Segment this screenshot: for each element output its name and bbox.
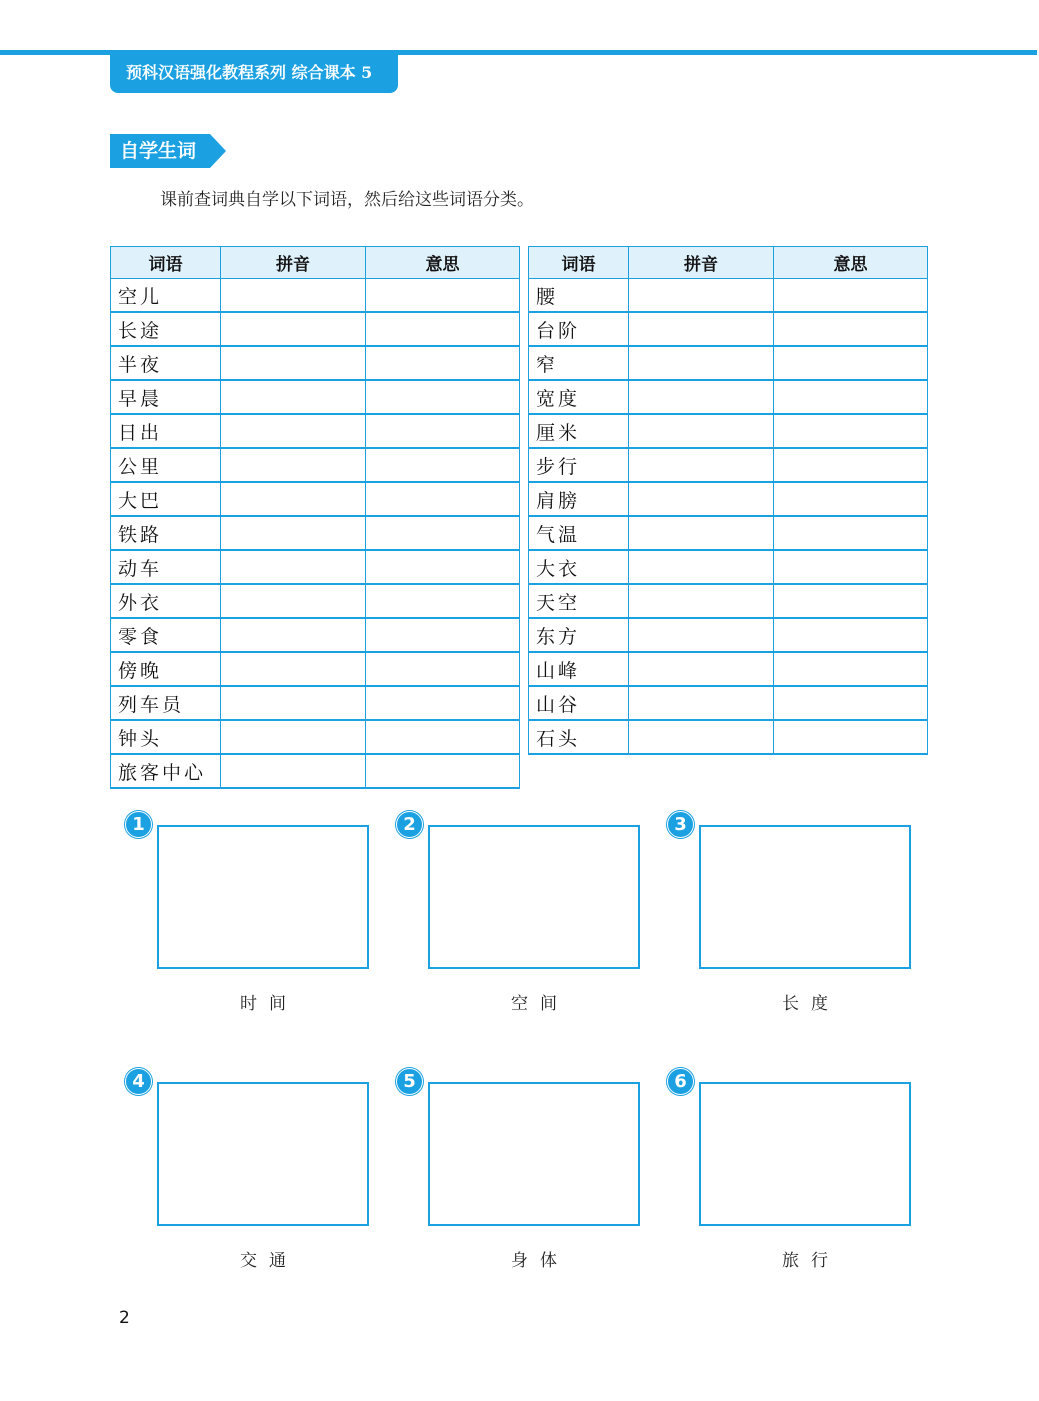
meaning-blank[interactable] [774,652,928,686]
vocab-word: 半夜 [111,346,221,380]
table-row [111,584,520,618]
meaning-blank[interactable] [366,380,520,414]
table-row [529,550,928,584]
meaning-blank[interactable] [774,312,928,346]
category-number-badge: 2 [396,811,423,838]
vocab-word: 肩膀 [529,482,629,516]
meaning-blank[interactable] [366,482,520,516]
category-label: 旅行 [782,1251,840,1271]
meaning-blank[interactable] [774,618,928,652]
table-header-row [529,247,928,279]
vocab-word: 台阶 [529,312,629,346]
meaning-blank[interactable] [774,414,928,448]
table-row [529,346,928,380]
meaning-blank[interactable] [774,279,928,313]
category-label: 时间 [240,994,298,1014]
series-header: 预科汉语强化教程系列 综合课本 5 [110,52,398,93]
pinyin-blank[interactable] [221,584,366,618]
pinyin-blank[interactable] [629,312,774,346]
pinyin-blank[interactable] [221,346,366,380]
vocab-word: 旅客中心 [111,754,221,788]
vocab-word: 石头 [529,720,629,754]
vocab-word: 傍晚 [111,652,221,686]
pinyin-blank[interactable] [221,380,366,414]
meaning-blank[interactable] [774,448,928,482]
vocab-word: 动车 [111,550,221,584]
vocab-word: 山谷 [529,686,629,720]
category-answer-box[interactable] [428,825,640,969]
table-row [111,652,520,686]
meaning-blank[interactable] [366,720,520,754]
meaning-blank[interactable] [366,279,520,313]
pinyin-blank[interactable] [629,279,774,313]
vocab-word: 公里 [111,448,221,482]
table-row [111,279,520,313]
pinyin-blank[interactable] [629,618,774,652]
pinyin-blank[interactable] [629,584,774,618]
table-row [529,279,928,313]
instruction-text: 课前查词典自学以下词语，然后给这些词语分类。 [160,190,534,210]
vocab-word: 零食 [111,618,221,652]
category-answer-box[interactable] [699,1082,911,1226]
table-row [111,686,520,720]
pinyin-blank[interactable] [629,652,774,686]
pinyin-blank[interactable] [629,448,774,482]
vocab-word: 腰 [529,279,629,313]
category-label: 交通 [240,1251,298,1271]
meaning-blank[interactable] [366,346,520,380]
header-pinyin: 拼音 [221,247,366,279]
vocab-word: 早晨 [111,380,221,414]
vocab-rows-right [529,279,928,755]
meaning-blank[interactable] [774,720,928,754]
vocab-word: 厘米 [529,414,629,448]
category-label: 空间 [511,994,569,1014]
table-row [529,482,928,516]
table-row [111,380,520,414]
vocab-word: 日出 [111,414,221,448]
vocab-word: 大巴 [111,482,221,516]
meaning-blank[interactable] [366,448,520,482]
pinyin-blank[interactable] [629,482,774,516]
pinyin-blank[interactable] [221,448,366,482]
vocab-word: 东方 [529,618,629,652]
pinyin-blank[interactable] [629,686,774,720]
vocab-word: 气温 [529,516,629,550]
vocab-word: 天空 [529,584,629,618]
category-answer-box[interactable] [699,825,911,969]
header-word: 词语 [529,247,629,279]
vocab-table-left [110,246,520,789]
meaning-blank[interactable] [366,584,520,618]
meaning-blank[interactable] [366,652,520,686]
meaning-blank[interactable] [366,618,520,652]
table-row [111,618,520,652]
vocab-rows-left [111,279,520,789]
meaning-blank[interactable] [774,584,928,618]
table-row [111,346,520,380]
meaning-blank[interactable] [366,312,520,346]
meaning-blank[interactable] [366,550,520,584]
header-meaning: 意思 [366,247,520,279]
vocab-table-right [528,246,928,755]
table-row [111,448,520,482]
pinyin-blank[interactable] [629,720,774,754]
vocab-word: 宽度 [529,380,629,414]
meaning-blank[interactable] [774,550,928,584]
meaning-blank[interactable] [366,414,520,448]
pinyin-blank[interactable] [629,550,774,584]
table-row [529,414,928,448]
meaning-blank[interactable] [774,380,928,414]
table-row [529,584,928,618]
vocab-word: 窄 [529,346,629,380]
pinyin-blank[interactable] [221,482,366,516]
table-row [111,754,520,788]
pinyin-blank[interactable] [221,652,366,686]
pinyin-blank[interactable] [629,414,774,448]
category-label: 长度 [782,994,840,1014]
pinyin-blank[interactable] [221,754,366,788]
section-title: 自学生词 [120,140,197,162]
vocab-word: 列车员 [111,686,221,720]
table-row [529,448,928,482]
pinyin-blank[interactable] [629,516,774,550]
pinyin-blank[interactable] [629,346,774,380]
vocab-word: 步行 [529,448,629,482]
meaning-blank[interactable] [366,754,520,788]
table-row [529,686,928,720]
table-row [111,720,520,754]
vocab-word: 外衣 [111,584,221,618]
pinyin-blank[interactable] [221,312,366,346]
meaning-blank[interactable] [774,346,928,380]
page-number: 2 [119,1308,130,1328]
table-row [111,312,520,346]
category-number-badge: 3 [667,811,694,838]
category-number-badge: 1 [125,811,152,838]
vocab-word: 长途 [111,312,221,346]
pinyin-blank[interactable] [221,414,366,448]
meaning-blank[interactable] [774,686,928,720]
category-number-badge: 5 [396,1068,423,1095]
category-answer-box[interactable] [157,825,369,969]
vocab-word: 大衣 [529,550,629,584]
section-tag [110,134,226,168]
pinyin-blank[interactable] [221,550,366,584]
pinyin-blank[interactable] [221,686,366,720]
category-answer-box[interactable] [428,1082,640,1226]
table-row [529,618,928,652]
pinyin-blank[interactable] [221,618,366,652]
meaning-blank[interactable] [774,482,928,516]
meaning-blank[interactable] [774,516,928,550]
header-meaning: 意思 [774,247,928,279]
table-header-row [111,247,520,279]
category-number-badge: 4 [125,1068,152,1095]
meaning-blank[interactable] [366,516,520,550]
table-row [529,720,928,754]
vocab-word: 铁路 [111,516,221,550]
meaning-blank[interactable] [366,686,520,720]
vocab-word: 空儿 [111,279,221,313]
header-word: 词语 [111,247,221,279]
table-row [529,380,928,414]
category-answer-box[interactable] [157,1082,369,1226]
pinyin-blank[interactable] [221,279,366,313]
table-row [529,312,928,346]
header-pinyin: 拼音 [629,247,774,279]
pinyin-blank[interactable] [629,380,774,414]
table-row [111,550,520,584]
category-label: 身体 [511,1251,569,1271]
table-row [111,414,520,448]
pinyin-blank[interactable] [221,516,366,550]
table-row [529,516,928,550]
table-row [111,482,520,516]
table-row [111,516,520,550]
table-row [529,652,928,686]
category-number-badge: 6 [667,1068,694,1095]
vocab-word: 山峰 [529,652,629,686]
pinyin-blank[interactable] [221,720,366,754]
vocab-word: 钟头 [111,720,221,754]
